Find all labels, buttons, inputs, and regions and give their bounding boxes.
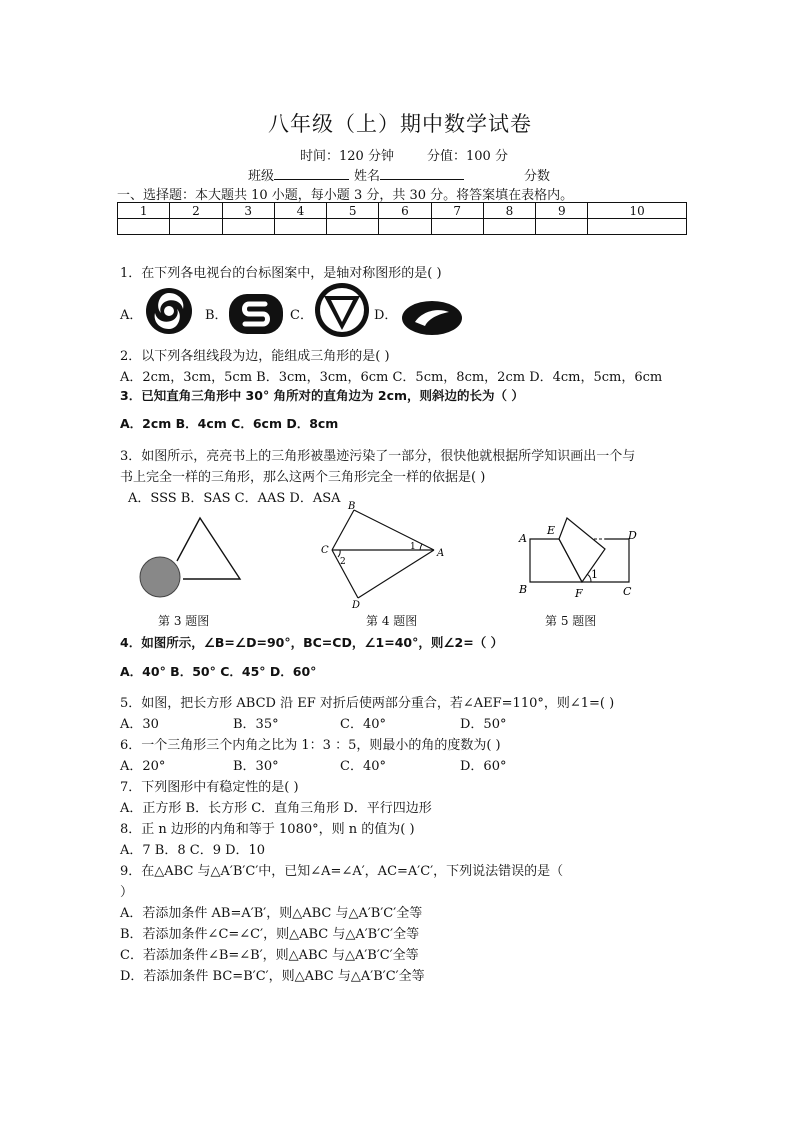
fig4-label-c: C bbox=[321, 545, 329, 556]
q1-label-b: B． bbox=[205, 308, 228, 323]
fig4-angle-1: 1 bbox=[410, 542, 416, 552]
points-label: 分数 bbox=[524, 169, 551, 184]
answer-cell-9[interactable] bbox=[536, 219, 588, 235]
answer-col-4: 4 bbox=[274, 203, 326, 219]
answer-col-6: 6 bbox=[379, 203, 431, 219]
answer-col-10: 10 bbox=[588, 203, 687, 219]
answer-cell-10[interactable] bbox=[588, 219, 687, 235]
q7-stem: 7．下列图形中有稳定性的是( ) bbox=[120, 780, 299, 795]
figure-3-diagram bbox=[138, 513, 248, 598]
q9-option-c: C．若添加条件∠B=∠B′，则△ABC 与△A′B′C′全等 bbox=[120, 948, 419, 963]
page-title: 八年级（上）期中数学试卷 bbox=[268, 112, 532, 136]
answer-cell-1[interactable] bbox=[118, 219, 170, 235]
q9-option-a: A．若添加条件 AB=A′B′，则△ABC 与△A′B′C′全等 bbox=[120, 906, 423, 921]
class-blank[interactable] bbox=[274, 167, 349, 180]
answer-cell-5[interactable] bbox=[327, 219, 379, 235]
fig3-caption: 第 3 题图 bbox=[158, 614, 210, 628]
q5-stem: 5．如图，把长方形 ABCD 沿 EF 对折后使两部分重合，若∠AEF=110°，则∠1=( ) bbox=[120, 696, 615, 711]
tv-logo-a-icon bbox=[145, 287, 193, 335]
answer-table-header-row bbox=[118, 203, 687, 219]
figure-4-diagram bbox=[318, 500, 448, 612]
answer-cell-2[interactable] bbox=[170, 219, 222, 235]
fig5-label-e: E bbox=[547, 524, 556, 537]
fig3-triangle-lines bbox=[177, 518, 240, 579]
answer-col-2: 2 bbox=[170, 203, 222, 219]
fig4-label-d: D bbox=[352, 600, 361, 611]
fig5-label-b: B bbox=[519, 583, 528, 596]
q6-option-b: B．30° bbox=[233, 759, 279, 774]
q5-option-a: A．30 bbox=[120, 717, 159, 732]
fig4-label-b: B bbox=[348, 501, 356, 512]
class-field bbox=[248, 165, 349, 184]
q9-stem-line2: ） bbox=[120, 885, 134, 900]
fig3-ink-blot bbox=[140, 557, 180, 597]
q9-option-b: B．若添加条件∠C=∠C′，则△ABC 与△A′B′C′全等 bbox=[120, 927, 420, 942]
q2-options: A．2cm，3cm，5cm B．3cm，3cm，6cm C．5cm，8cm，2cm D．4cm，5cm，6cm bbox=[120, 370, 663, 385]
q5-option-c: C．40° bbox=[340, 717, 386, 732]
q2-stem: 2．以下列各组线段为边，能组成三角形的是( ) bbox=[120, 349, 390, 364]
q1-label-c: C． bbox=[290, 308, 313, 323]
q3b-line2: 书上完全一样的三角形，那么这两个三角形完全一样的依据是( ) bbox=[120, 470, 486, 485]
q1-label-a: A． bbox=[120, 308, 143, 323]
name-field bbox=[354, 165, 464, 184]
q9-option-d: D．若添加条件 BC=B′C′，则△ABC 与△A′B′C′全等 bbox=[120, 969, 425, 984]
exam-score: 分值：100 分 bbox=[427, 149, 508, 164]
fig5-label-f: F bbox=[575, 587, 583, 600]
tv-logo-d-icon bbox=[401, 300, 463, 336]
answer-col-1: 1 bbox=[118, 203, 170, 219]
answer-col-8: 8 bbox=[483, 203, 535, 219]
q6-option-c: C．40° bbox=[340, 759, 386, 774]
section1-heading: 一、选择题：本大题共 10 小题，每小题 3 分，共 30 分。将答案填在表格内。 bbox=[117, 188, 574, 203]
answer-cell-8[interactable] bbox=[483, 219, 535, 235]
q5-option-d: D．50° bbox=[460, 717, 507, 732]
answer-cell-7[interactable] bbox=[431, 219, 483, 235]
answer-col-5: 5 bbox=[327, 203, 379, 219]
figure-5-diagram bbox=[515, 512, 645, 602]
q5-option-b: B．35° bbox=[233, 717, 279, 732]
q8-options: A．7 B．8 C．9 D．10 bbox=[120, 843, 266, 858]
q3b-line1: 3．如图所示，亮亮书上的三角形被墨迹污染了一部分，很快他就根据所学知识画出一个与 bbox=[120, 449, 636, 464]
q6-option-d: D．60° bbox=[460, 759, 507, 774]
answer-cell-6[interactable] bbox=[379, 219, 431, 235]
q3a-options: A．2cm B．4cm C．6cm D．8cm bbox=[120, 416, 339, 431]
tv-logo-b-icon bbox=[229, 294, 283, 334]
q6-stem: 6．一个三角形三个内角之比为 1：3 ：5，则最小的角的度数为( ) bbox=[120, 738, 501, 753]
fig5-angle-1: 1 bbox=[591, 568, 598, 581]
q9-stem-line1: 9．在△ABC 与△A′B′C′中，已知∠A=∠A′，AC=A′C′，下列说法错误的是（ bbox=[120, 864, 564, 879]
q1-label-d: D． bbox=[374, 308, 398, 323]
fig5-label-d: D bbox=[628, 529, 637, 542]
fig4-label-a: A bbox=[437, 548, 445, 559]
q7-options: A．正方形 B．长方形 C．直角三角形 D．平行四边形 bbox=[120, 801, 432, 816]
answer-cell-4[interactable] bbox=[274, 219, 326, 235]
answer-col-7: 7 bbox=[431, 203, 483, 219]
answer-col-9: 9 bbox=[536, 203, 588, 219]
class-label: 班级 bbox=[248, 169, 275, 184]
q3b-options: A．SSS B．SAS C．AAS D．ASA bbox=[128, 491, 341, 506]
q6-option-a: A．20° bbox=[120, 759, 166, 774]
fig5-caption: 第 5 题图 bbox=[545, 614, 597, 628]
q1-stem: 1．在下列各电视台的台标图案中，是轴对称图形的是( ) bbox=[120, 266, 442, 281]
fig4-angle-2: 2 bbox=[340, 557, 346, 567]
name-label: 姓名 bbox=[354, 169, 381, 184]
fig4-caption: 第 4 题图 bbox=[366, 614, 418, 628]
q8-stem: 8．正 n 边形的内角和等于 1080°，则 n 的值为( ) bbox=[120, 822, 415, 837]
exam-time: 时间：120 分钟 bbox=[300, 149, 394, 164]
answer-cell-3[interactable] bbox=[222, 219, 274, 235]
q3a-stem: 3．已知直角三角形中 30° 角所对的直角边为 2cm，则斜边的长为（ ） bbox=[120, 388, 524, 403]
tv-logo-c-icon bbox=[314, 282, 370, 338]
q4-stem: 4．如图所示，∠B=∠D=90°，BC=CD，∠1=40°，则∠2=（ ） bbox=[120, 635, 504, 650]
answer-table bbox=[117, 202, 687, 235]
fig5-label-c: C bbox=[623, 585, 632, 598]
fig5-label-a: A bbox=[519, 532, 527, 545]
answer-table-answer-row bbox=[118, 219, 687, 235]
q4-options: A．40° B．50° C．45° D．60° bbox=[120, 664, 317, 679]
answer-col-3: 3 bbox=[222, 203, 274, 219]
name-blank[interactable] bbox=[380, 167, 464, 180]
